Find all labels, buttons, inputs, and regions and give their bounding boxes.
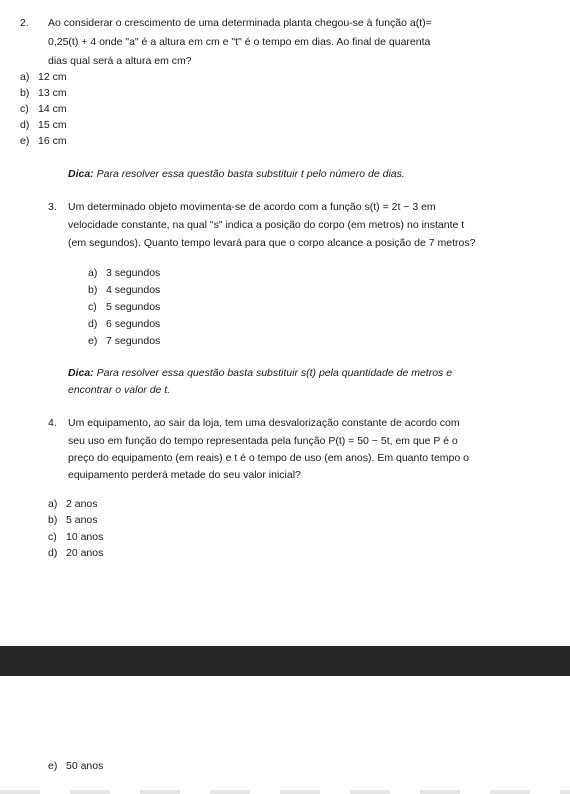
tip-text: Para resolver essa questão basta substituir t pelo número de dias.: [96, 168, 405, 180]
question-4-option-b: [48, 514, 98, 526]
option-text: 16 cm: [38, 135, 67, 147]
option-letter: a): [20, 71, 30, 83]
option-text: 7 segundos: [106, 335, 161, 347]
question-3-option-b: [88, 284, 160, 296]
option-letter: e): [88, 335, 98, 347]
question-4-option-d: [48, 547, 103, 559]
option-text: 2 anos: [66, 498, 98, 510]
question-3-option-c: [88, 301, 160, 313]
option-letter: c): [20, 103, 29, 115]
option-text: 12 cm: [38, 71, 67, 83]
option-text: 20 anos: [66, 547, 104, 559]
option-letter: a): [88, 267, 98, 279]
page-break-band: [0, 646, 570, 676]
option-text: 5 segundos: [106, 301, 161, 313]
question-2-option-d: [20, 119, 67, 131]
tip-text: Para resolver essa questão basta substituir s(t) pela quantidade de metros e: [96, 367, 453, 379]
question-4-text-line: seu uso em função do tempo representada pela função P(t) = 50 − 5t, em que P é o: [68, 435, 458, 447]
option-letter: c): [88, 301, 97, 313]
question-3-option-e: [88, 335, 160, 347]
option-text: 10 anos: [66, 531, 104, 543]
question-3-tip: [68, 367, 452, 379]
option-letter: b): [88, 284, 98, 296]
option-text: 6 segundos: [106, 318, 161, 330]
option-letter: d): [48, 547, 58, 559]
option-letter: a): [48, 498, 58, 510]
option-text: 13 cm: [38, 87, 67, 99]
option-letter: e): [20, 135, 30, 147]
question-3-text-line: Um determinado objeto movimenta-se de acordo com a função s(t) = 2t − 3 em: [68, 201, 436, 213]
question-4-number: 4.: [48, 417, 57, 429]
option-letter: d): [88, 318, 98, 330]
question-2-text-line: 0,25(t) + 4 onde "a" é a altura em cm e "t" é o tempo em dias. Ao final de quarenta: [48, 36, 431, 48]
option-letter: d): [20, 119, 30, 131]
question-4-option-c: [48, 531, 103, 543]
question-2-option-c: [20, 103, 67, 115]
question-2-text-line: dias qual será a altura em cm?: [48, 55, 192, 67]
question-3-text-line: velocidade constante, na qual "s" indica a posição do corpo (em metros) no instante t: [68, 219, 465, 231]
option-text: 14 cm: [38, 103, 67, 115]
question-2-tip: [68, 168, 405, 180]
question-4-option-e: [48, 760, 103, 772]
question-2-option-e: [20, 135, 67, 147]
option-text: 3 segundos: [106, 267, 161, 279]
option-text: 15 cm: [38, 119, 67, 131]
tip-text: encontrar o valor de t.: [68, 384, 171, 396]
option-text: 50 anos: [66, 760, 104, 772]
option-letter: b): [48, 514, 58, 526]
question-4-text-line: preço do equipamento (em reais) e t é o tempo de uso (em anos). Em quanto tempo o: [68, 452, 469, 464]
option-letter: e): [48, 760, 58, 772]
question-3-number: 3.: [48, 201, 57, 213]
question-2-number: 2.: [20, 17, 29, 29]
option-letter: b): [20, 87, 30, 99]
question-3-option-a: [88, 267, 160, 279]
question-2-option-b: [20, 87, 67, 99]
question-4-text-line: Um equipamento, ao sair da loja, tem uma desvalorização constante de acordo com: [68, 417, 460, 429]
question-2-option-a: [20, 71, 67, 83]
option-text: 5 anos: [66, 514, 98, 526]
question-2-text-line: Ao considerar o crescimento de uma determinada planta chegou-se à função a(t)=: [48, 17, 432, 29]
scan-artifact-strip: [0, 790, 570, 794]
question-3-tip-continued: [68, 384, 170, 396]
question-4-text-line: equipamento perderá metade do seu valor inicial?: [68, 469, 301, 481]
question-4-option-a: [48, 498, 98, 510]
option-letter: c): [48, 531, 57, 543]
option-text: 4 segundos: [106, 284, 161, 296]
question-3-option-d: [88, 318, 160, 330]
tip-label: Dica:: [68, 168, 94, 180]
question-3-text-line: (em segundos). Quanto tempo levará para que o corpo alcance a posição de 7 metros?: [68, 237, 476, 249]
tip-label: Dica:: [68, 367, 94, 379]
